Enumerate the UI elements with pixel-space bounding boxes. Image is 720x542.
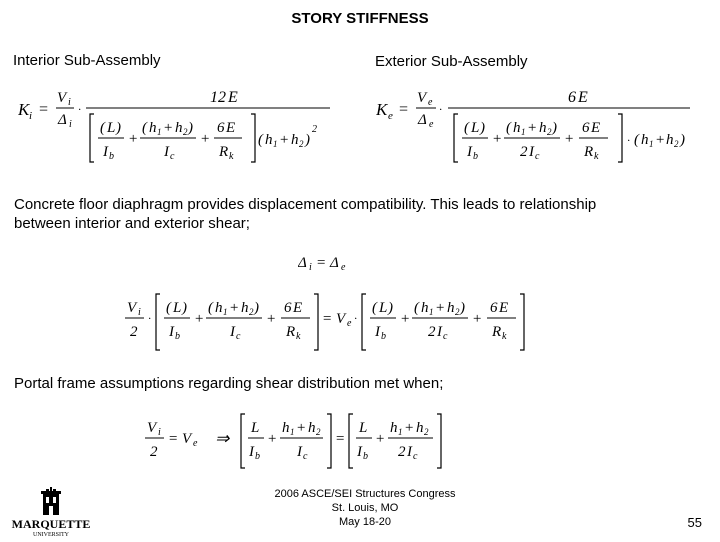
svg-text:h: h (175, 120, 183, 136)
svg-text:+: + (128, 131, 139, 147)
svg-text:h: h (390, 420, 398, 436)
svg-text:R: R (286, 324, 296, 340)
svg-text:(: ( (464, 120, 469, 136)
svg-text:·: · (78, 102, 81, 116)
svg-text:V: V (182, 431, 192, 447)
svg-text:R: R (219, 144, 229, 160)
svg-text:+: + (527, 120, 538, 136)
svg-text:(: ( (166, 300, 171, 316)
svg-text:I: I (529, 144, 534, 160)
svg-text:b: b (255, 451, 260, 462)
compatibility-paragraph: Concrete floor diaphragm provides displacement compatibility. This leads to relationship between interior and exterior shear; (14, 196, 597, 232)
svg-text:b: b (363, 451, 368, 462)
svg-text:h: h (641, 132, 649, 148)
svg-text:6: 6 (284, 300, 292, 316)
svg-text:): ) (680, 132, 685, 148)
svg-text:(: ( (100, 120, 105, 136)
svg-text:h: h (265, 132, 273, 148)
svg-text:R: R (492, 324, 502, 340)
svg-text:(: ( (208, 300, 213, 316)
footer-location: St. Louis, MO (331, 502, 399, 514)
svg-text:·: · (148, 311, 151, 325)
svg-text:): ) (480, 120, 485, 136)
svg-text:V: V (57, 90, 67, 106)
svg-text:=: = (335, 431, 346, 447)
svg-text:): ) (188, 120, 193, 136)
svg-text:Δ: Δ (58, 112, 67, 128)
svg-text:1: 1 (223, 307, 228, 317)
svg-text:K: K (376, 100, 388, 119)
portal-condition-equation (145, 408, 465, 477)
svg-text:·: · (627, 133, 630, 147)
svg-text:I: I (357, 444, 362, 460)
exterior-stiffness-equation (376, 86, 696, 173)
svg-text:2: 2 (455, 307, 460, 317)
svg-text:b: b (175, 331, 180, 342)
svg-text:2: 2 (183, 127, 188, 137)
svg-text:e: e (193, 438, 198, 449)
svg-text:⇒: ⇒ (215, 429, 230, 448)
svg-text:1: 1 (521, 127, 526, 137)
svg-text:2: 2 (428, 324, 436, 340)
svg-text:Δ: Δ (298, 255, 307, 271)
svg-text:1: 1 (290, 427, 295, 437)
svg-text:h: h (416, 420, 424, 436)
portal-frame-paragraph: Portal frame assumptions regarding shear distribution met when; (14, 375, 444, 392)
svg-text:L: L (359, 420, 368, 436)
svg-text:2: 2 (312, 124, 317, 135)
svg-text:+: + (194, 311, 205, 327)
svg-text:1: 1 (273, 139, 278, 149)
logo-subtitle: UNIVERSITY (33, 532, 69, 537)
svg-text:): ) (388, 300, 393, 316)
svg-text:+: + (472, 311, 483, 327)
slide-title: STORY STIFFNESS (291, 10, 429, 27)
svg-text:I: I (103, 144, 108, 160)
svg-text:1: 1 (429, 307, 434, 317)
svg-text:+: + (267, 431, 278, 447)
svg-text:(: ( (506, 120, 511, 136)
svg-text:e: e (388, 110, 393, 122)
svg-text:+: + (375, 431, 386, 447)
svg-text:E: E (591, 120, 601, 136)
svg-text:e: e (347, 318, 352, 329)
svg-text:k: k (594, 151, 599, 162)
svg-text:i: i (158, 427, 161, 438)
svg-text:h: h (308, 420, 316, 436)
svg-text:E: E (578, 89, 588, 106)
svg-text:E: E (228, 89, 238, 106)
svg-text:Δ: Δ (330, 255, 339, 271)
footer-conference: 2006 ASCE/SEI Structures Congress (274, 488, 456, 500)
svg-text:i: i (68, 97, 71, 108)
svg-text:h: h (282, 420, 290, 436)
svg-text:): ) (552, 120, 557, 136)
svg-text:+: + (435, 300, 446, 316)
page-number: 55 (687, 515, 702, 530)
svg-text:2: 2 (249, 307, 254, 317)
svg-text:2: 2 (130, 324, 138, 340)
svg-text:L: L (107, 120, 116, 136)
svg-text:E: E (293, 300, 303, 316)
svg-text:b: b (381, 331, 386, 342)
interior-stiffness-equation (18, 86, 338, 173)
svg-text:(: ( (258, 132, 263, 148)
svg-text:): ) (254, 300, 259, 316)
svg-text:i: i (138, 307, 141, 318)
svg-text:L: L (471, 120, 480, 136)
marquette-logo (5, 487, 97, 537)
svg-text:2: 2 (674, 139, 679, 149)
svg-text:i: i (69, 119, 72, 130)
svg-text:c: c (303, 451, 308, 462)
svg-text:I: I (467, 144, 472, 160)
svg-text:b: b (109, 151, 114, 162)
svg-text:1: 1 (398, 427, 403, 437)
svg-text:c: c (236, 331, 241, 342)
svg-text:2: 2 (520, 144, 528, 160)
svg-text:I: I (407, 444, 412, 460)
svg-text:+: + (229, 300, 240, 316)
svg-text:+: + (655, 132, 666, 148)
svg-text:(: ( (634, 132, 639, 148)
svg-text:+: + (564, 131, 575, 147)
svg-text:): ) (182, 300, 187, 316)
svg-text:h: h (666, 132, 674, 148)
svg-text:h: h (447, 300, 455, 316)
svg-text:·: · (439, 102, 442, 116)
svg-text:+: + (200, 131, 211, 147)
svg-text:): ) (116, 120, 121, 136)
svg-text:6: 6 (582, 120, 590, 136)
svg-text:e: e (429, 119, 434, 130)
svg-text:I: I (169, 324, 174, 340)
svg-text:·: · (354, 311, 357, 325)
svg-text:R: R (584, 144, 594, 160)
interior-heading: Interior Sub-Assembly (13, 52, 161, 69)
svg-text:I: I (375, 324, 380, 340)
svg-text:6: 6 (568, 89, 576, 106)
svg-text:L: L (251, 420, 260, 436)
footer (230, 487, 500, 529)
svg-text:c: c (170, 151, 175, 162)
svg-text:c: c (535, 151, 540, 162)
svg-text:c: c (443, 331, 448, 342)
svg-text:L: L (379, 300, 388, 316)
svg-text:i: i (309, 262, 312, 273)
svg-text:): ) (305, 132, 310, 148)
svg-text:(: ( (372, 300, 377, 316)
svg-text:2: 2 (150, 444, 158, 460)
svg-text:+: + (492, 131, 503, 147)
svg-text:h: h (215, 300, 223, 316)
svg-text:1: 1 (157, 127, 162, 137)
svg-text:h: h (421, 300, 429, 316)
svg-text:2: 2 (316, 427, 321, 437)
svg-text:Δ: Δ (418, 112, 427, 128)
shear-relation-equation (122, 288, 532, 361)
svg-text:L: L (173, 300, 182, 316)
svg-text:K: K (18, 100, 30, 119)
svg-text:=: = (38, 101, 49, 118)
svg-text:b: b (473, 151, 478, 162)
svg-text:=: = (316, 255, 327, 271)
svg-text:i: i (29, 110, 33, 122)
svg-text:h: h (539, 120, 547, 136)
svg-text:E: E (226, 120, 236, 136)
svg-text:I: I (437, 324, 442, 340)
svg-text:k: k (296, 331, 301, 342)
svg-text:k: k (229, 151, 234, 162)
svg-text:2: 2 (398, 444, 406, 460)
svg-text:+: + (279, 132, 290, 148)
svg-text:1: 1 (649, 139, 654, 149)
svg-text:=: = (322, 311, 333, 327)
svg-text:V: V (147, 420, 157, 436)
svg-text:): ) (460, 300, 465, 316)
compatibility-equation (298, 250, 368, 279)
svg-text:+: + (296, 420, 307, 436)
svg-text:I: I (297, 444, 302, 460)
svg-text:I: I (164, 144, 169, 160)
svg-text:e: e (428, 97, 433, 108)
svg-text:+: + (404, 420, 415, 436)
svg-text:=: = (398, 101, 409, 118)
svg-text:h: h (149, 120, 157, 136)
svg-text:6: 6 (490, 300, 498, 316)
exterior-heading: Exterior Sub-Assembly (375, 53, 528, 70)
svg-text:+: + (163, 120, 174, 136)
svg-text:+: + (400, 311, 411, 327)
logo-name: MARQUETTE (11, 517, 91, 531)
svg-text:2: 2 (547, 127, 552, 137)
svg-text:6: 6 (217, 120, 225, 136)
svg-text:I: I (249, 444, 254, 460)
svg-text:2: 2 (424, 427, 429, 437)
svg-text:I: I (230, 324, 235, 340)
svg-text:12: 12 (210, 89, 226, 106)
svg-text:V: V (336, 311, 346, 327)
svg-text:(: ( (414, 300, 419, 316)
svg-text:=: = (168, 431, 179, 447)
svg-text:E: E (499, 300, 509, 316)
svg-text:c: c (413, 451, 418, 462)
svg-text:V: V (417, 90, 427, 106)
svg-text:h: h (241, 300, 249, 316)
svg-text:h: h (513, 120, 521, 136)
svg-text:e: e (341, 262, 346, 273)
svg-text:2: 2 (299, 139, 304, 149)
svg-text:V: V (127, 300, 137, 316)
svg-text:k: k (502, 331, 507, 342)
svg-text:(: ( (142, 120, 147, 136)
svg-text:+: + (266, 311, 277, 327)
svg-text:h: h (291, 132, 299, 148)
footer-date: May 18-20 (339, 516, 391, 528)
